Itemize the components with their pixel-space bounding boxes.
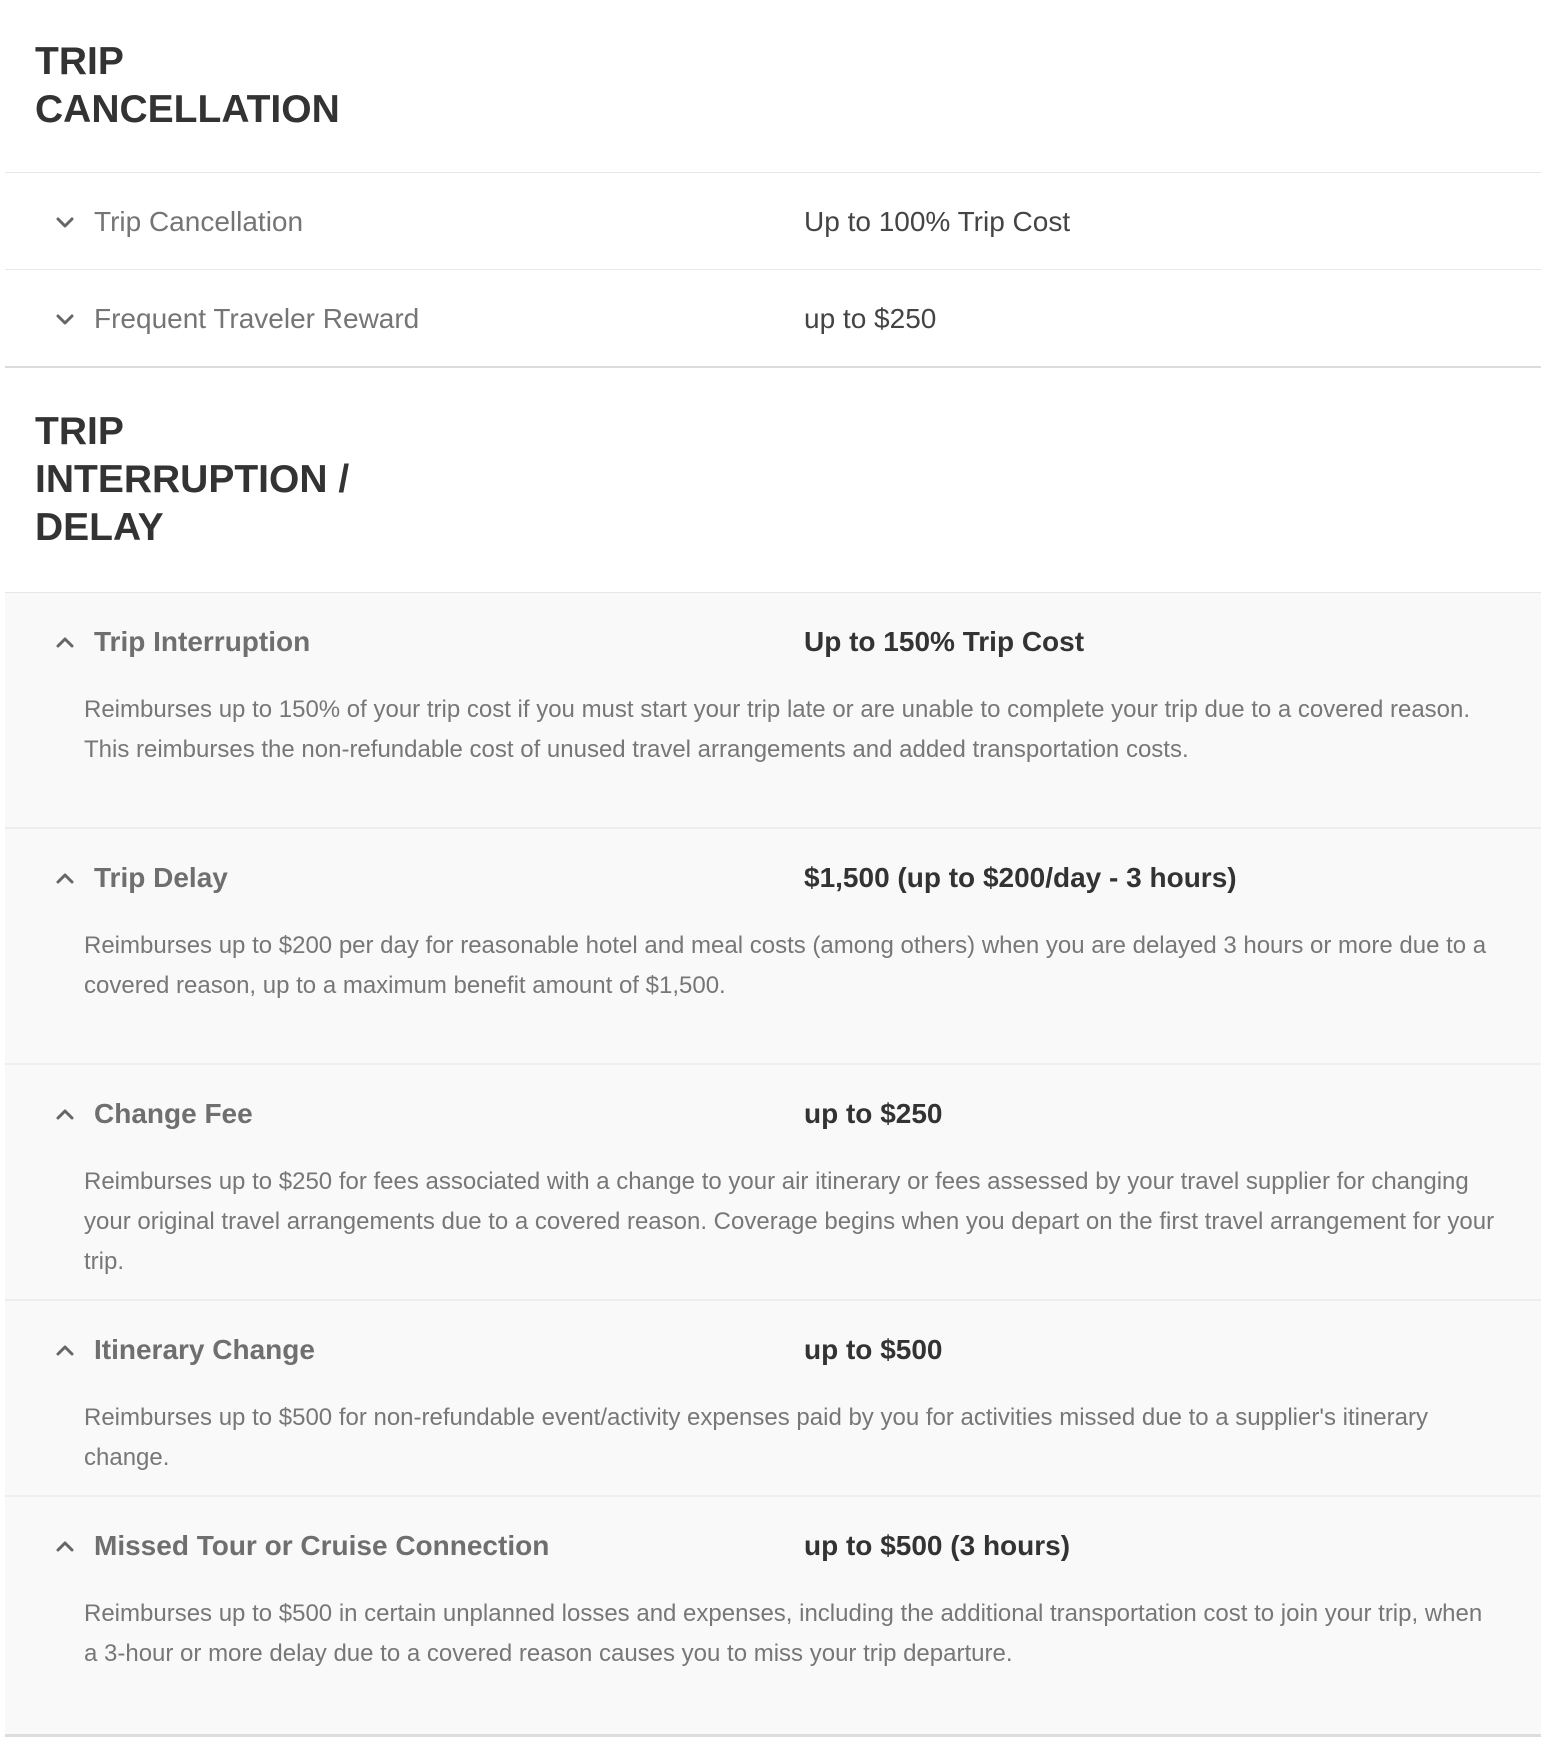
section-trip-cancellation [5,0,1541,368]
accordion-row-trip-delay[interactable] [5,829,1541,1065]
row-description: Reimburses up to $250 for fees associated with a change to your air itinerary or fees assessed by your travel supplier for changing your original travel arrangements due to a covered reason. Coverage begins when you depart on the first travel arrangement for your trip. [84,1168,1495,1275]
chevron-up-icon[interactable] [54,867,76,889]
accordion-header[interactable] [5,1065,1541,1162]
row-value: up to $500 [804,1334,943,1365]
row-label[interactable]: Frequent Traveler Reward [94,303,420,334]
chevron-down-icon[interactable] [54,308,76,330]
row-label[interactable]: Missed Tour or Cruise Connection [94,1530,550,1561]
accordion-row-frequent-traveler-reward[interactable] [5,270,1541,368]
row-description: Reimburses up to 150% of your trip cost if you must start your trip late or are unable to complete your trip due to a covered reason. This reimburses the non-refundable cost of unused travel arrangements and added transportation costs. [84,696,1471,763]
row-value: up to $500 (3 hours) [804,1530,1071,1561]
chevron-up-icon[interactable] [54,1535,76,1557]
chevron-up-icon[interactable] [54,631,76,653]
accordion-header[interactable] [5,829,1541,926]
accordion-row-itinerary-change[interactable] [5,1301,1541,1497]
section-title: TRIP INTERRUPTION / DELAY [35,410,350,549]
row-value: up to $250 [804,303,937,334]
row-description: Reimburses up to $500 in certain unplanned losses and expenses, including the additional transportation cost to join your trip, when a 3-hour or more delay due to a covered reason causes you to miss your trip departure. [84,1600,1483,1667]
accordion-header[interactable] [5,1497,1541,1594]
row-label[interactable]: Change Fee [94,1098,253,1129]
section-title-wrap [5,0,1541,173]
accordion-row-change-fee[interactable] [5,1065,1541,1301]
row-value: Up to 100% Trip Cost [804,206,1071,237]
row-description: Reimburses up to $200 per day for reasonable hotel and meal costs (among others) when you are delayed 3 hours or more due to a covered reason, up to a maximum benefit amount of $1,500. [84,932,1487,999]
chevron-up-icon[interactable] [54,1339,76,1361]
row-value: up to $250 [804,1098,943,1129]
row-label[interactable]: Trip Delay [94,862,228,893]
row-value: Up to 150% Trip Cost [804,626,1085,657]
chevron-down-icon[interactable] [54,211,76,233]
accordion-header[interactable] [5,593,1541,690]
row-description: Reimburses up to $500 for non-refundable event/activity expenses paid by you for activities missed due to a supplier's itinerary change. [84,1404,1428,1471]
row-value: $1,500 (up to $200/day - 3 hours) [804,862,1237,893]
chevron-up-icon[interactable] [54,1103,76,1125]
accordion-row-missed-tour-or-cruise-connection[interactable] [5,1497,1541,1737]
row-label[interactable]: Trip Interruption [94,626,311,657]
section-title-wrap [5,368,1541,593]
section-title: TRIP CANCELLATION [35,40,340,131]
accordion-row-trip-cancellation[interactable] [5,173,1541,270]
accordion-header[interactable] [5,1301,1541,1398]
coverage-page [5,0,1541,1737]
section-trip-interruption-delay [5,368,1541,1737]
accordion-row-trip-interruption[interactable] [5,593,1541,829]
row-label[interactable]: Itinerary Change [94,1334,315,1365]
row-label[interactable]: Trip Cancellation [94,206,304,237]
